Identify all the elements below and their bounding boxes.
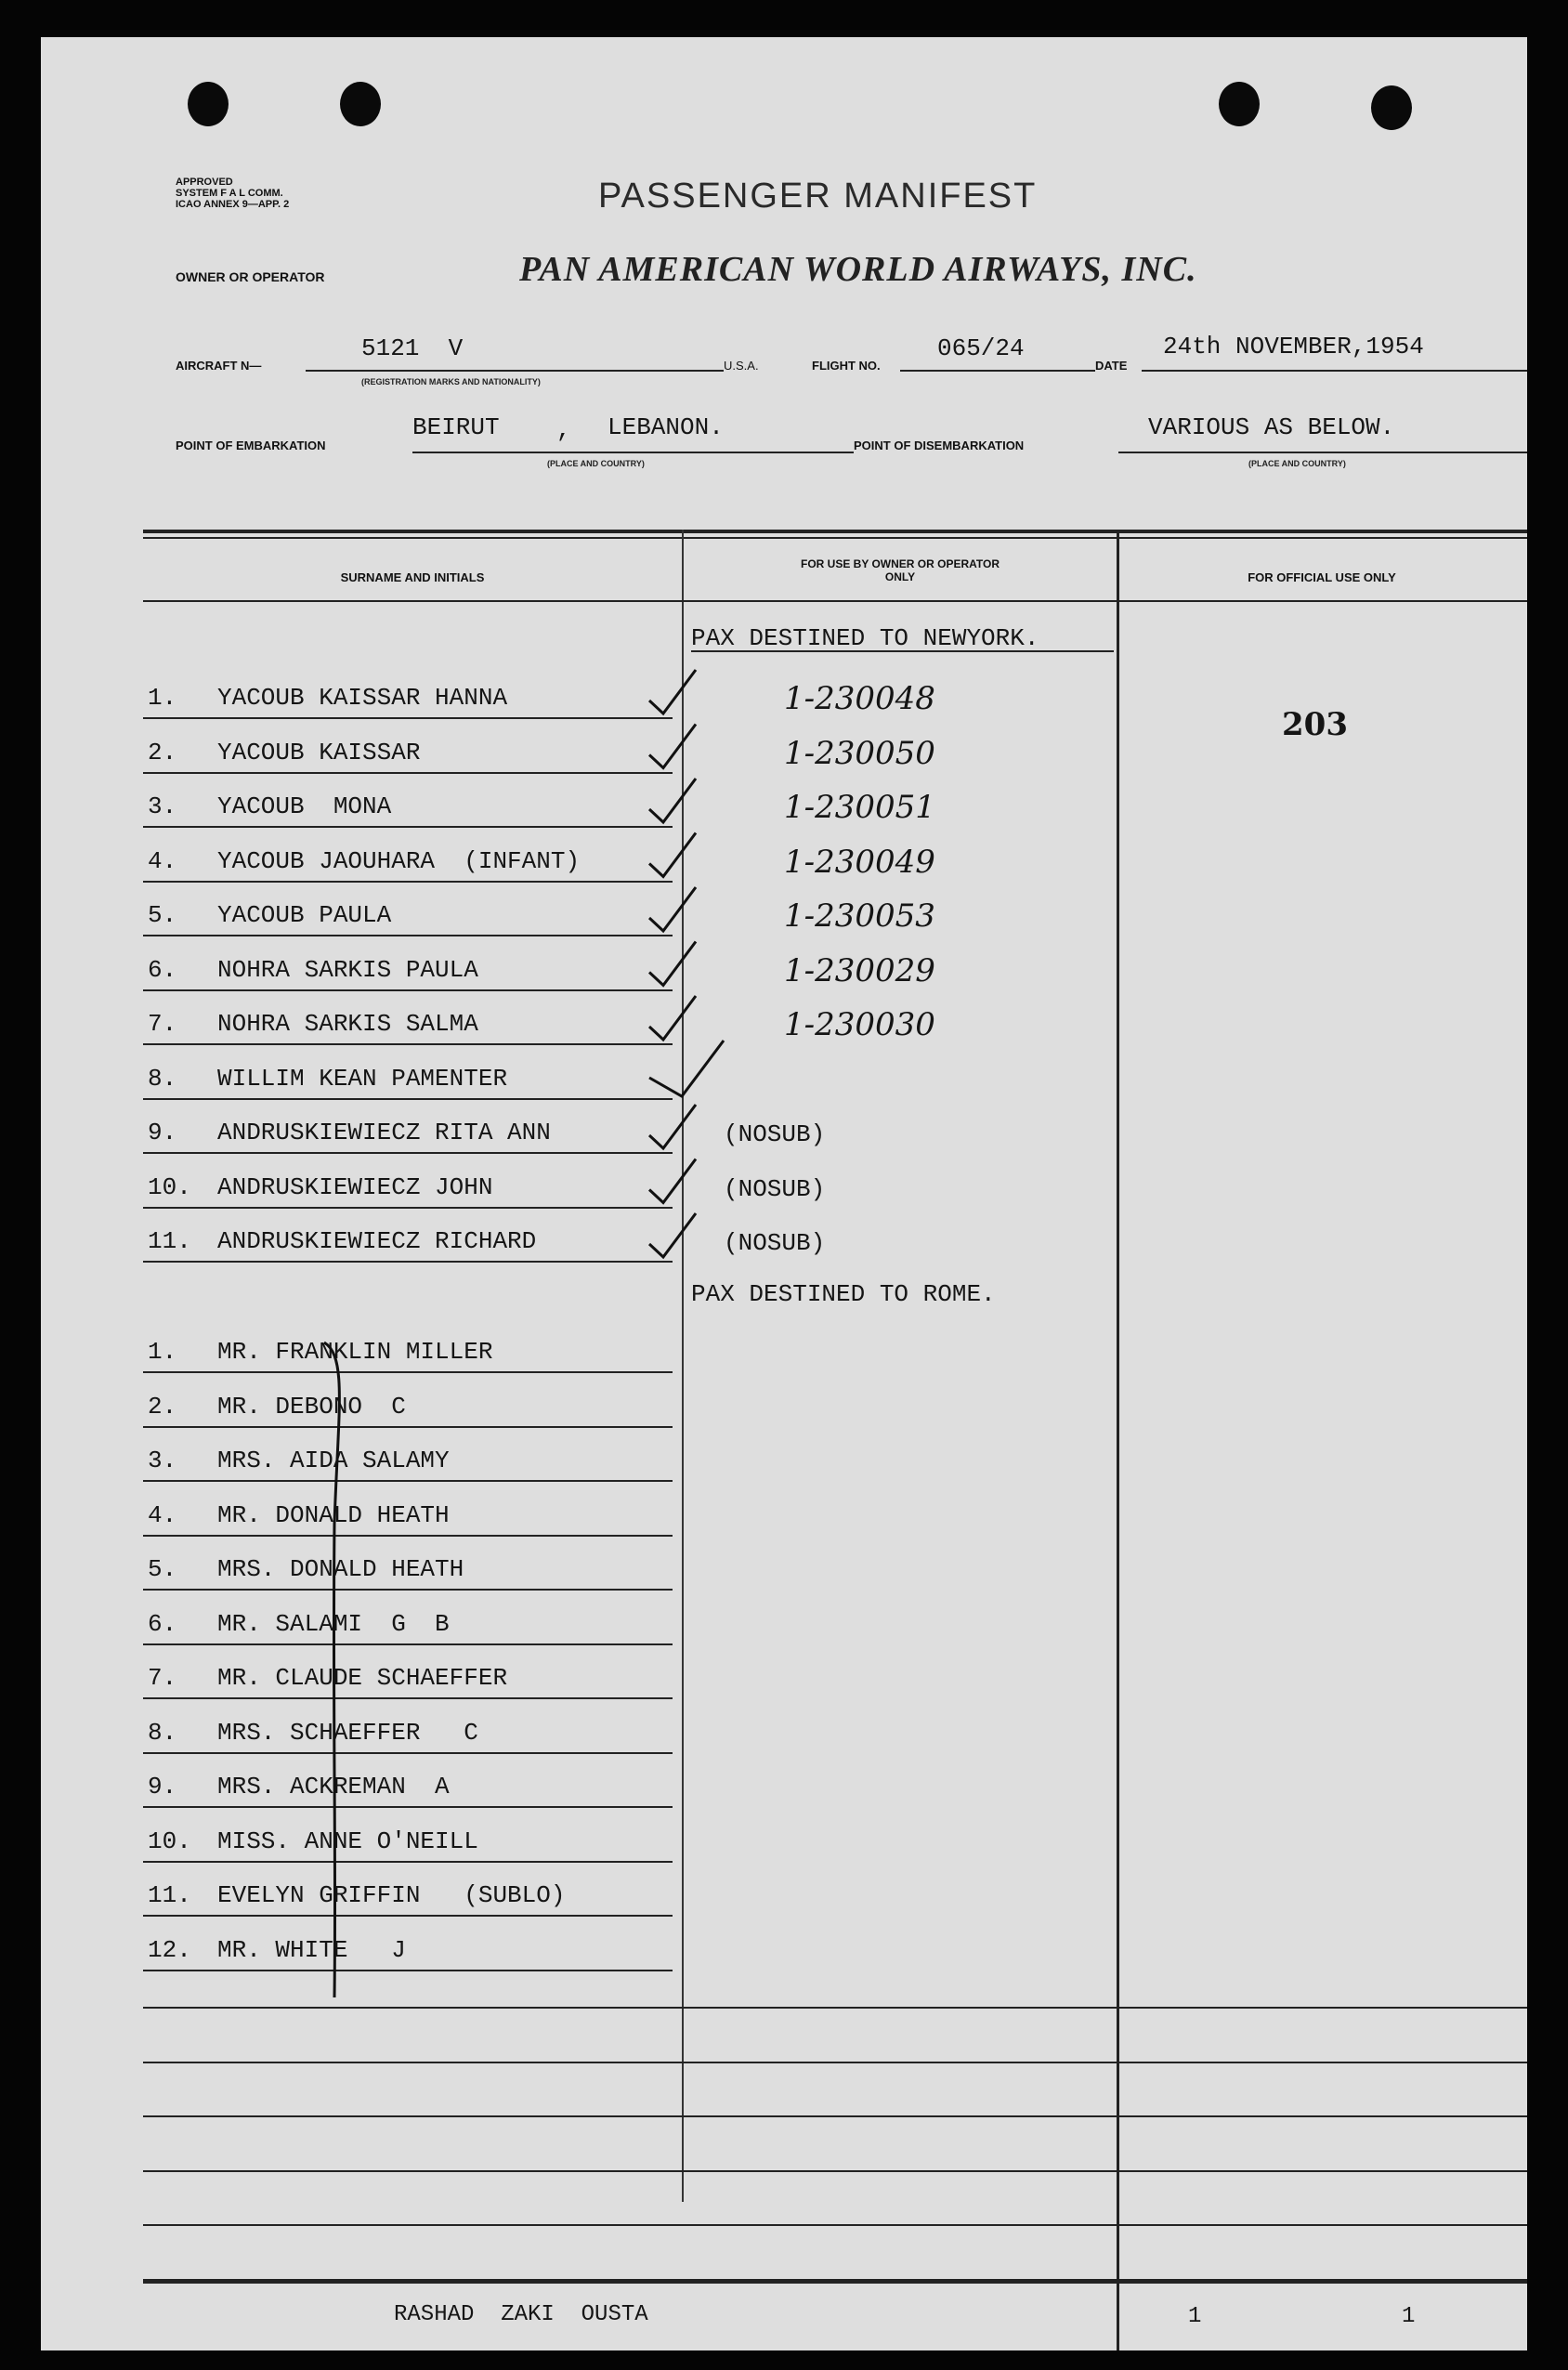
blank-line (143, 2115, 1527, 2117)
passenger-name: EVELYN GRIFFIN (SUBLO) (217, 1881, 566, 1909)
embarkation-label: POINT OF EMBARKATION (176, 439, 326, 452)
passenger-number: 2. (148, 738, 177, 766)
passenger-name: MRS. AIDA SALAMY (217, 1447, 450, 1474)
passenger-name: MR. SALAMI G B (217, 1609, 450, 1638)
passenger-number: 3. (148, 792, 177, 820)
passenger-number: 3. (148, 1447, 177, 1474)
passenger-number: 1. (148, 684, 177, 712)
passenger-name: ANDRUSKIEWIECZ RITA ANN (217, 1119, 551, 1146)
passenger-name: MRS. SCHAEFFER C (217, 1718, 478, 1747)
passenger-note: (NOSUB) (724, 1120, 826, 1148)
passenger-number: 10. (148, 1172, 191, 1201)
check-mark (649, 942, 696, 986)
passenger-name: ANDRUSKIEWIECZ JOHN (217, 1172, 493, 1201)
passenger-name: MRS. DONALD HEATH (217, 1555, 464, 1583)
disembark-value: VARIOUS AS BELOW. (1148, 413, 1395, 441)
passenger-number: 10. (148, 1827, 191, 1855)
passenger-name: YACOUB JAOUHARA (INFANT) (217, 846, 581, 875)
official-mark: 203 (1282, 706, 1348, 743)
passenger-note: (NOSUB) (724, 1174, 826, 1203)
aircraft-value: 5121 V (361, 334, 464, 362)
ticket-number: 1-230050 (784, 734, 935, 772)
manifest-page (41, 37, 1527, 2350)
passenger-number: 4. (148, 1500, 177, 1529)
check-mark (649, 1105, 696, 1148)
passenger-name: WILLIM KEAN PAMENTER (217, 1064, 508, 1093)
passenger-name: MR. CLAUDE SCHAEFFER (217, 1664, 508, 1692)
passenger-name: MRS. ACKREMAN A (217, 1773, 450, 1800)
check-mark (649, 1213, 696, 1257)
passenger-number: 2. (148, 1392, 177, 1421)
ticket-number: 1-230029 (784, 951, 935, 989)
footer-mark-a: 1 (1188, 2304, 1202, 2329)
usa-label: U.S.A. (724, 359, 759, 373)
surname-column-header: SURNAME AND INITIALS (340, 570, 485, 584)
section-heading-rome: PAX DESTINED TO ROME. (691, 1280, 996, 1308)
disembark-label: POINT OF DISEMBARKATION (854, 439, 1025, 452)
footer-rule (143, 2280, 1527, 2284)
aircraft-sub: (REGISTRATION MARKS AND NATIONALITY) (361, 377, 541, 386)
passenger-number: 1. (148, 1338, 177, 1366)
passenger-number: 4. (148, 846, 177, 875)
passenger-name: MR. DEBONO C (217, 1392, 406, 1421)
passenger-name: YACOUB KAISSAR (217, 738, 421, 766)
embark-sep: , (556, 416, 571, 444)
passenger-name: YACOUB KAISSAR HANNA (217, 684, 508, 712)
passenger-name: NOHRA SARKIS SALMA (217, 1010, 478, 1038)
passenger-name: YACOUB PAULA (217, 901, 392, 929)
passenger-number: 11. (148, 1227, 191, 1255)
passenger-number: 7. (148, 1010, 177, 1038)
ticket-number: 1-230048 (784, 680, 935, 717)
ticket-number: 1-230030 (784, 1006, 935, 1043)
blank-line (143, 2170, 1527, 2172)
disembark-sub: (PLACE AND COUNTRY) (1248, 459, 1346, 468)
passenger-name: ANDRUSKIEWIECZ RICHARD (217, 1227, 537, 1255)
flight-number: 065/24 (937, 334, 1025, 362)
passenger-name: MR. WHITE J (217, 1935, 406, 1964)
passenger-name: MR. DONALD HEATH (217, 1500, 450, 1529)
date-value: 24th NOVEMBER,1954 (1163, 333, 1424, 360)
blank-line (143, 2062, 1527, 2063)
official-column-header: FOR OFFICIAL USE ONLY (1248, 570, 1396, 584)
page-title: PASSENGER MANIFEST (598, 177, 1038, 216)
passenger-name: NOHRA SARKIS PAULA (217, 955, 478, 984)
company-name: PAN AMERICAN WORLD AIRWAYS, INC. (519, 250, 1197, 289)
check-mark (649, 996, 696, 1040)
blank-line (143, 2224, 1527, 2226)
owner-label: OWNER OR OPERATOR (176, 269, 325, 284)
embark-sub: (PLACE AND COUNTRY) (547, 459, 645, 468)
passenger-number: 11. (148, 1881, 191, 1909)
passenger-name: MR. FRANKLIN MILLER (217, 1338, 493, 1366)
date-label: DATE (1095, 359, 1128, 373)
passenger-number: 9. (148, 1119, 177, 1146)
flight-label: FLIGHT NO. (812, 359, 881, 373)
ticket-number: 1-230053 (784, 897, 935, 935)
aircraft-label: AIRCRAFT N— (176, 359, 262, 373)
handwritten-marks (41, 37, 1527, 2350)
bracket-mark (324, 1342, 339, 1997)
check-mark (649, 1041, 724, 1096)
footer-mark-b: 1 (1402, 2304, 1416, 2329)
check-mark (649, 1159, 696, 1203)
approval-line: SYSTEM F A L COMM. (176, 188, 283, 199)
passenger-number: 6. (148, 1609, 177, 1638)
ticket-number: 1-230049 (784, 843, 935, 881)
approval-line: APPROVED (176, 177, 233, 188)
check-mark (649, 670, 696, 714)
ticket-number: 1-230051 (784, 789, 935, 826)
passenger-name: MISS. ANNE O'NEILL (217, 1827, 478, 1855)
check-mark (649, 779, 696, 822)
footer-name: RASHAD ZAKI OUSTA (394, 2302, 648, 2327)
blank-line (143, 2007, 1527, 2009)
passenger-number: 8. (148, 1064, 177, 1093)
passenger-number: 9. (148, 1773, 177, 1800)
check-mark (649, 887, 696, 931)
passenger-number: 7. (148, 1664, 177, 1692)
check-mark (649, 833, 696, 877)
passenger-number: 8. (148, 1718, 177, 1747)
passenger-number: 5. (148, 901, 177, 929)
passenger-number: 5. (148, 1555, 177, 1583)
passenger-number: 12. (148, 1935, 191, 1964)
passenger-number: 6. (148, 955, 177, 984)
check-mark (649, 725, 696, 768)
embark-city: BEIRUT (412, 413, 500, 441)
embark-country: LEBANON. (608, 413, 724, 441)
approval-line: ICAO ANNEX 9—APP. 2 (176, 199, 290, 210)
section-heading-newyork: PAX DESTINED TO NEWYORK. (691, 624, 1039, 652)
passenger-name: YACOUB MONA (217, 792, 392, 820)
owner-column-header: FOR USE BY OWNER OR OPERATOR ONLY (800, 557, 1000, 583)
passenger-note: (NOSUB) (724, 1229, 826, 1257)
